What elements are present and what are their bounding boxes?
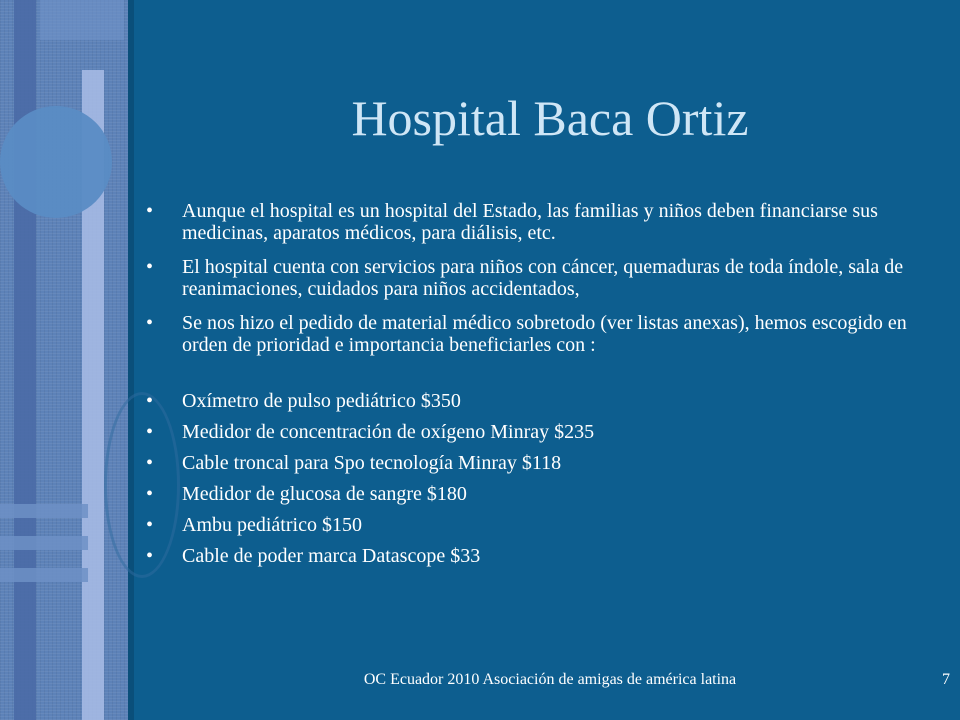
decorative-divider	[128, 0, 134, 720]
paragraph-list	[146, 200, 926, 356]
list-item-text: Medidor de glucosa de sangre $180	[182, 483, 467, 505]
list-item-text: Cable troncal para Spo tecnología Minray $118	[182, 452, 562, 474]
decorative-circle	[0, 106, 112, 218]
decorative-bar	[0, 536, 88, 550]
decorative-left-panel	[0, 0, 128, 720]
list-item	[146, 200, 926, 244]
slide-title: Hospital Baca Ortiz	[351, 90, 749, 146]
bullet: •	[146, 452, 154, 474]
bullet: •	[146, 514, 154, 536]
list-item	[146, 256, 926, 300]
list-item	[146, 514, 926, 536]
list-item-text: Se nos hizo el pedido de material médico sobretodo (ver listas anexas), hemos escogido en orden de prioridad e importancia beneficiarles con :	[182, 312, 907, 356]
list-item	[146, 421, 926, 443]
equipment-list	[146, 390, 926, 567]
list-item	[146, 545, 926, 567]
bullet: •	[146, 256, 154, 278]
list-item-text: Ambu pediátrico $150	[182, 514, 362, 536]
slide-footer: OC Ecuador 2010 Asociación de amigas de américa latina	[363, 671, 737, 688]
list-item-text: El hospital cuenta con servicios para niños con cáncer, quemaduras de toda índole, sala de reanimaciones, cuidados para niños accidentados,	[182, 256, 904, 300]
list-item	[146, 483, 926, 505]
list-item-text: Oxímetro de pulso pediátrico $350	[182, 390, 461, 412]
bullet: •	[146, 483, 154, 505]
list-item	[146, 390, 926, 412]
decorative-stripe	[40, 0, 124, 40]
decorative-bar	[0, 568, 88, 582]
bullet: •	[146, 200, 154, 222]
page-number: 7	[942, 671, 950, 688]
bullet: •	[146, 545, 154, 567]
list-item-text: Cable de poder marca Datascope $33	[182, 545, 481, 567]
bullet: •	[146, 312, 154, 334]
list-item-text: Medidor de concentración de oxígeno Minray $235	[182, 421, 595, 443]
decorative-stripe	[14, 0, 36, 720]
bullet: •	[146, 390, 154, 412]
decorative-bar	[0, 504, 88, 518]
bullet: •	[146, 421, 154, 443]
list-item-text: Aunque el hospital es un hospital del Estado, las familias y niños deben financiarse sus medicinas, aparatos médicos, para diálisis, etc.	[182, 200, 878, 244]
list-item	[146, 452, 926, 474]
list-item	[146, 312, 926, 356]
slide-body	[146, 200, 926, 576]
